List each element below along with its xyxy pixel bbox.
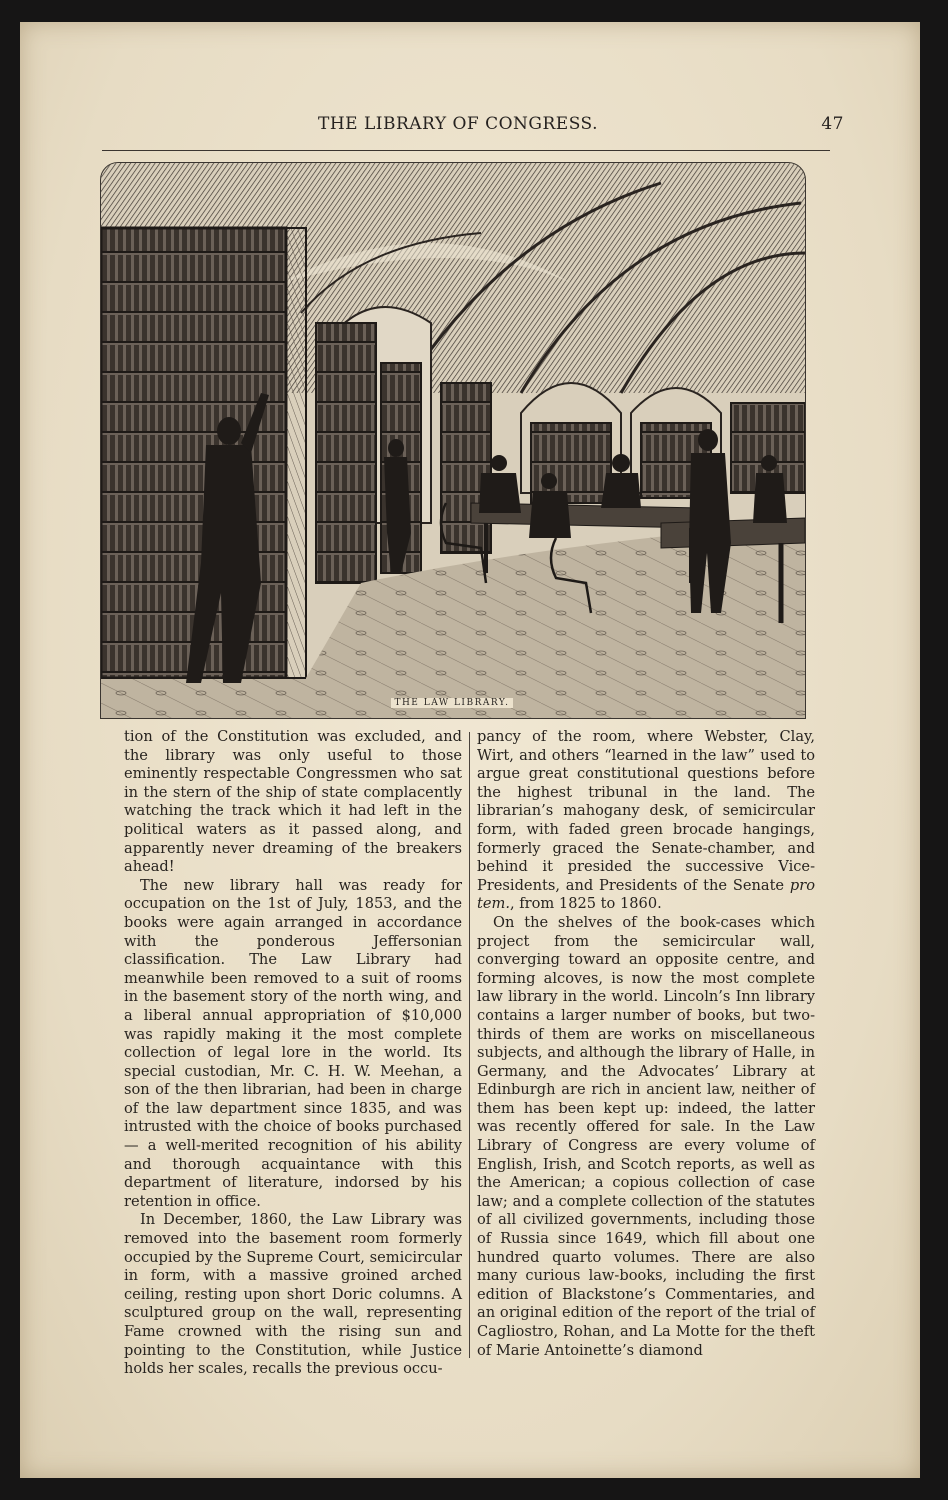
right-paragraph-2: On the shelves of the book-cases which project from the semicircular wall, converging toward an opposite centre, and forming alcoves, is now the most complete law library in the world. Lincoln’s Inn library contains a larger number of books, but two-thirds of them are works on miscellaneous subjects, and although the library of Halle, in Germany, and the Advocates’ Library at Edinburgh are rich in ancient law, neither of them has been kept up: indeed, the latter was recently offered for sale. In the Law Library of Congress are every volume of English, Irish, and Scotch reports, as well as the American; a copious collection of case law; and a complete collection of the statutes of all civilized governments, including those of Russia since 1649, which fill about one hundred quarto volumes. There are also many curious law-books, including the first edition of Blackstone’s Commentaries, and an original edition of the report of the trial of Cagliostro, Rohan, and La Motte for the theft of Marie Antoinette’s diamond — [477, 913, 815, 1359]
column-divider — [469, 732, 470, 1358]
right-column — [477, 728, 815, 1360]
caption-text: THE LAW LIBRARY. — [391, 698, 512, 708]
left-column — [124, 728, 462, 1379]
pro-tem-italic: pro tem. — [477, 876, 815, 913]
illustration-caption — [100, 698, 804, 708]
page-number: 47 — [821, 114, 844, 134]
engraving-drawing — [101, 163, 805, 718]
law-library-engraving — [100, 162, 806, 719]
right-paragraph-1-end: , from 1825 to 1860. — [509, 895, 662, 913]
running-title: THE LIBRARY OF CONGRESS. — [318, 114, 598, 134]
book-page — [20, 22, 920, 1478]
header-rule — [102, 150, 830, 151]
left-paragraph-3: In December, 1860, the Law Library was removed into the basement room formerly occupied by the Supreme Court, semicircular in form, with a massive groined arched ceiling, resting upon short Doric columns. A sculptured group on the wall, representing Fame crowned with the rising sun and pointing to the Constitution, while Justice holds her scales, recalls the previous occu- — [124, 1211, 462, 1378]
right-paragraph-1-text: pancy of the room, where Webster, Clay, Wirt, and others “learned in the law” used to argue great constitutional questions before the highest tribunal in the land. The librarian’s mahogany desk, of semicircular form, with faded green brocade hangings, formerly graced the Senate-chamber, and behind it presided the successive Vice-Presidents, and Presidents of the Senate — [477, 728, 815, 894]
left-paragraph-1: tion of the Constitution was excluded, and the library was only useful to those eminently respectable Congressmen who sat in the stern of the ship of state complacently watching the track which it had left in the political waters as it passed along, and apparently never dreaming of the breakers ahead! — [124, 728, 462, 876]
right-paragraph-1 — [477, 728, 815, 914]
left-paragraph-2: The new library hall was ready for occupation on the 1st of July, 1853, and the books were again arranged in accordance with the ponderous Jeffersonian classification. The Law Library had meanwhile been removed to a suit of rooms in the basement story of the north wing, and a liberal annual appropriation of $10,000 was rapidly making it the most complete collection of legal lore in the world. Its special custodian, Mr. C. H. W. Meehan, a son of the then librarian, had been in charge of the law department since 1835, and was intrusted with the choice of books purchased — a well-merited recognition of his ability and thorough acquaintance with this department of literature, indorsed by his retention in office. — [124, 876, 462, 1210]
